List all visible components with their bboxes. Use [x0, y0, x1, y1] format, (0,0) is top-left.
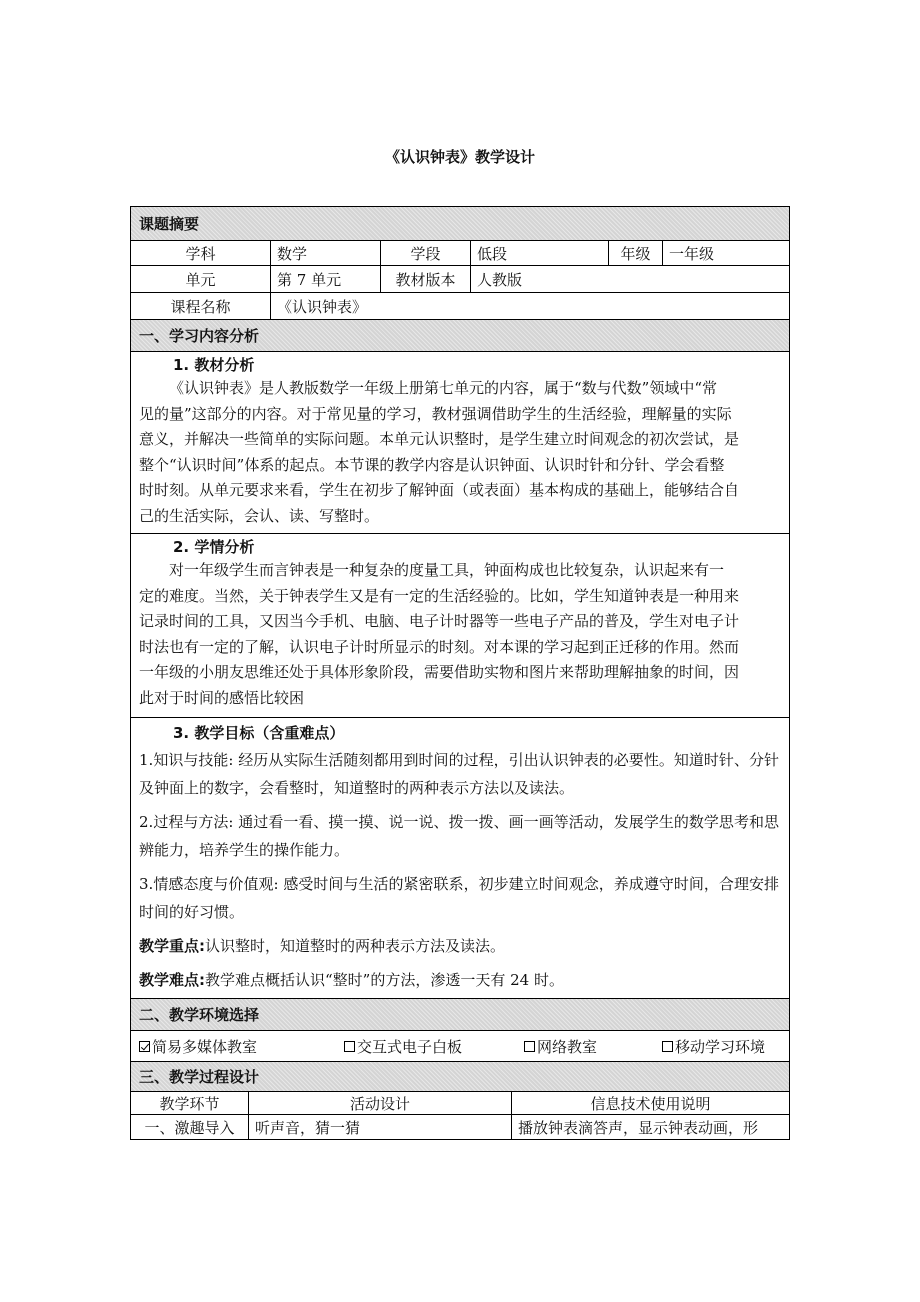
student-analysis-section	[131, 534, 789, 718]
student-line: 此对于时间的感悟比较困	[139, 688, 305, 707]
env-option-multimedia[interactable]	[139, 1036, 344, 1057]
student-line: 对一年级学生而言钟表是一种复杂的度量工具，钟面构成也比较复杂，认识起来有一	[169, 561, 725, 579]
grade-value: 一年级	[669, 244, 715, 263]
difficulty-text: 教学难点概括认识“整时”的方法，渗透一天有 24 时。	[205, 971, 564, 989]
checkbox-icon[interactable]	[344, 1041, 355, 1052]
material-analysis-text	[131, 376, 789, 533]
material-line: 整个“认识时间”体系的起点。本节课的教学内容是认识钟面、认识时针和分针、学会看整	[139, 455, 725, 474]
student-line: 一年级的小朋友思维还处于具体形象阶段，需要借助实物和图片来帮助理解抽象的时间，因	[139, 663, 740, 681]
process-col-it: 信息技术使用说明	[590, 1094, 711, 1113]
material-analysis-title: 1. 教材分析	[173, 355, 255, 374]
key-point-text: 认识整时，知道整时的两种表示方法及读法。	[205, 937, 506, 955]
env-option-network[interactable]	[524, 1036, 662, 1057]
unit-value: 第 7 单元	[271, 266, 381, 292]
student-analysis-title: 2. 学情分析	[173, 537, 255, 556]
course-name-label: 课程名称	[131, 293, 271, 319]
grade-label: 年级	[609, 241, 663, 265]
edition-label: 教材版本	[381, 266, 471, 292]
environment-heading: 二、教学环境选择	[131, 999, 789, 1031]
material-line: 意义，并解决一些简单的实际问题。本单元认识整时，是学生建立时间观念的初次尝试，是	[139, 430, 740, 448]
process-activity: 听声音，猜一猜	[249, 1115, 512, 1139]
student-analysis-text	[131, 558, 789, 717]
env-option-mobile[interactable]	[662, 1036, 765, 1057]
stage-label: 学段	[381, 241, 471, 265]
environment-options	[131, 1031, 789, 1062]
course-name-value: 《认识钟表》	[277, 297, 368, 316]
env-option-label: 交互式电子白板	[357, 1037, 463, 1056]
material-line: 《认识钟表》是人教版数学一年级上册第七单元的内容，属于“数与代数”领域中“常	[169, 379, 718, 397]
material-line: 己的生活实际，会认、读、写整时。	[139, 506, 380, 525]
material-line: 时时刻。从单元要求来看，学生在初步了解钟面（或表面）基本构成的基础上，能够结合自	[139, 481, 740, 499]
env-option-label: 网络教室	[537, 1037, 598, 1056]
summary-row-1	[131, 241, 789, 266]
goal-knowledge: 1.知识与技能: 经历从实际生活随刻都用到时间的过程，引出认识钟表的必要性。知道时针、分针及钟面上的数字，会看整时，知道整时的两种表示方法以及读法。	[139, 751, 779, 797]
key-point-label: 教学重点:	[139, 937, 205, 955]
checkbox-icon[interactable]	[524, 1041, 535, 1052]
student-line: 时法也有一定的了解，认识电子计时所显示的时刻。对本课的学习起到正迁移的作用。然而	[139, 637, 740, 656]
process-stage: 一、激趣导入	[131, 1115, 249, 1139]
process-col-activity: 活动设计	[249, 1092, 512, 1114]
summary-row-2	[131, 266, 789, 293]
summary-row-3	[131, 293, 789, 320]
unit-label: 单元	[131, 266, 271, 292]
process-it-note: 播放钟表滴答声，显示钟表动画，形	[518, 1118, 759, 1137]
material-line: 见的量”这部分的内容。对于常见量的学习，教材强调借助学生的生活经验，理解量的实际	[139, 404, 732, 423]
teaching-difficulty	[131, 966, 789, 994]
material-analysis-section	[131, 352, 789, 534]
process-col-stage: 教学环节	[131, 1092, 249, 1114]
env-option-label: 移动学习环境	[675, 1037, 766, 1056]
teaching-key-point	[131, 932, 789, 960]
difficulty-label: 教学难点:	[139, 971, 205, 989]
page-title: 《认识钟表》教学设计	[384, 148, 535, 166]
student-line: 记录时间的工具，又因当今手机、电脑、电子计时器等一些电子产品的普及，学生对电子计	[139, 612, 740, 630]
process-heading: 三、教学过程设计	[131, 1062, 789, 1092]
teaching-goals-section	[131, 718, 789, 999]
subject-value: 数学	[271, 241, 381, 265]
subject-label: 学科	[131, 241, 271, 265]
checkbox-icon[interactable]	[662, 1041, 673, 1052]
teaching-goals-title: 3. 教学目标（含重难点）	[173, 723, 345, 742]
checkbox-checked-icon[interactable]	[139, 1041, 150, 1052]
goal-emotion: 3.情感态度与价值观: 感受时间与生活的紧密联系，初步建立时间观念，养成遵守时间，合理安排时间的好习惯。	[139, 875, 779, 921]
goal-process: 2.过程与方法: 通过看一看、摸一摸、说一说、拨一拨、画一画等活动，发展学生的数学思考和思辨能力，培养学生的操作能力。	[139, 813, 779, 859]
process-header-row	[131, 1092, 789, 1115]
summary-heading: 课题摘要	[131, 207, 789, 241]
analysis-heading: 一、学习内容分析	[131, 320, 789, 352]
process-row	[131, 1115, 789, 1139]
stage-value: 低段	[471, 241, 609, 265]
env-option-label: 简易多媒体教室	[152, 1037, 258, 1056]
lesson-plan-table	[130, 206, 790, 1140]
env-option-whiteboard[interactable]	[344, 1036, 524, 1057]
student-line: 定的难度。当然，关于钟表学生又是有一定的生活经验的。比如，学生知道钟表是一种用来	[139, 586, 740, 605]
edition-value: 人教版	[477, 270, 523, 289]
